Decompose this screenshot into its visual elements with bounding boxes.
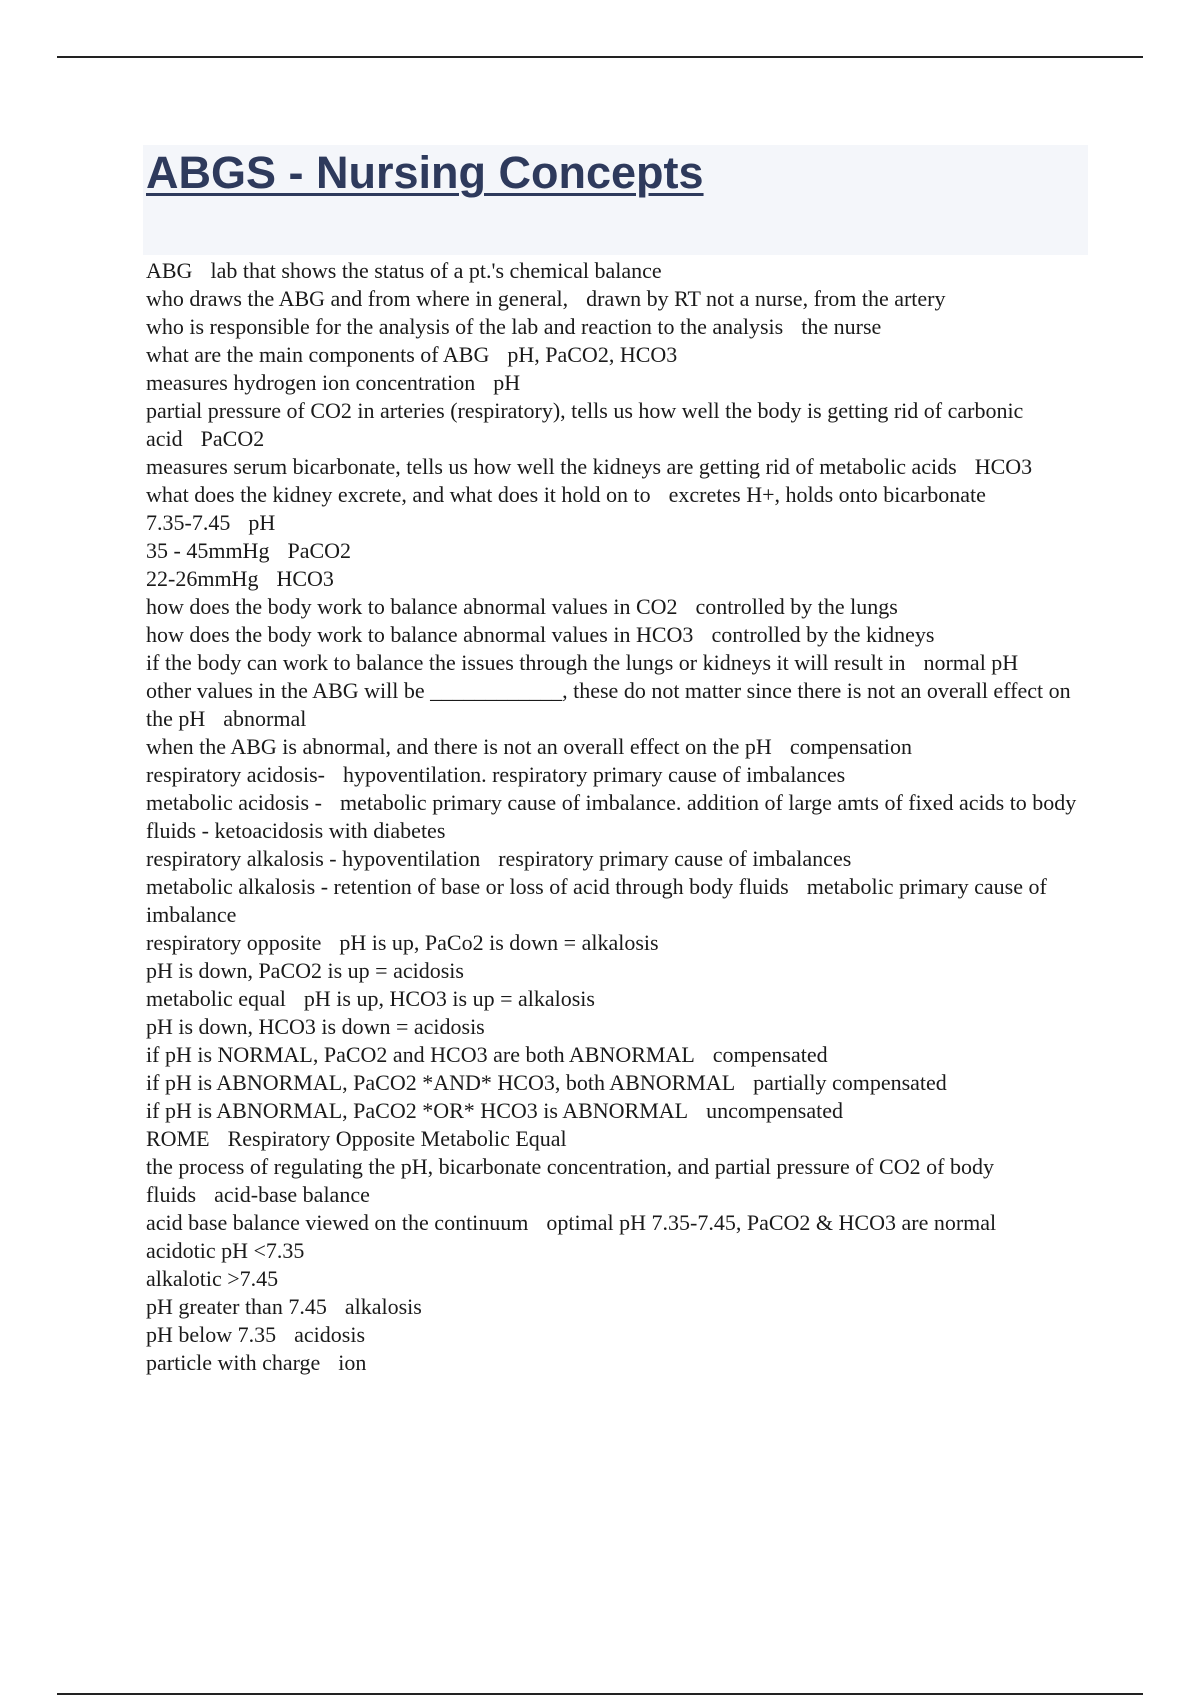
flashcard-28 (146, 1125, 1094, 1153)
card-term: what does the kidney excrete, and what does it hold on to (146, 482, 651, 507)
card-term: particle with charge (146, 1350, 321, 1375)
flashcard-11 (146, 565, 1094, 593)
flashcard-7 (146, 453, 1094, 481)
card-term: how does the body work to balance abnormal values in CO2 (146, 594, 678, 619)
flashcard-4 (146, 341, 1094, 369)
flashcard-14 (146, 649, 1094, 677)
flashcard-9 (146, 509, 1094, 537)
flashcard-34 (146, 1321, 1094, 1349)
card-definition: ion (338, 1350, 367, 1375)
card-definition: pH is up, PaCo2 is down = alkalosis (339, 930, 659, 955)
card-term: pH greater than 7.45 (146, 1294, 327, 1319)
flashcard-35 (146, 1349, 1094, 1377)
flashcard-29 (146, 1153, 1094, 1209)
bottom-rule (57, 1693, 1143, 1695)
card-definition: pH (493, 370, 521, 395)
card-term: pH is down, PaCO2 is up = acidosis (146, 958, 464, 983)
card-term: metabolic alkalosis - retention of base or loss of acid through body fluids (146, 874, 789, 899)
card-term: alkalotic >7.45 (146, 1266, 279, 1291)
card-definition: HCO3 (974, 454, 1033, 479)
card-term: what are the main components of ABG (146, 342, 490, 367)
card-definition: Respiratory Opposite Metabolic Equal (227, 1126, 567, 1151)
flashcard-25 (146, 1041, 1094, 1069)
card-definition: partially compensated (753, 1070, 947, 1095)
card-term: if pH is ABNORMAL, PaCO2 *OR* HCO3 is ABNORMAL (146, 1098, 689, 1123)
card-definition: respiratory primary cause of imbalances (498, 846, 852, 871)
flashcard-23 (146, 985, 1094, 1013)
card-term: ROME (146, 1126, 210, 1151)
document-title: ABGS - Nursing Concepts (146, 147, 704, 198)
card-term: if pH is NORMAL, PaCO2 and HCO3 are both ABNORMAL (146, 1042, 695, 1067)
flashcard-list (146, 257, 1094, 1377)
flashcard-19 (146, 845, 1094, 873)
card-term: how does the body work to balance abnormal values in HCO3 (146, 622, 694, 647)
flashcard-5 (146, 369, 1094, 397)
card-definition: controlled by the lungs (695, 594, 898, 619)
card-definition: hypoventilation. respiratory primary cause of imbalances (343, 762, 846, 787)
card-term: who draws the ABG and from where in general, (146, 286, 569, 311)
card-term: measures hydrogen ion concentration (146, 370, 476, 395)
card-term: who is responsible for the analysis of the lab and reaction to the analysis (146, 314, 784, 339)
card-term: 7.35-7.45 (146, 510, 231, 535)
card-definition: lab that shows the status of a pt.'s chemical balance (210, 258, 662, 283)
card-term: pH is down, HCO3 is down = acidosis (146, 1014, 485, 1039)
card-definition: pH (248, 510, 276, 535)
card-definition: acid-base balance (214, 1182, 370, 1207)
card-definition: acidosis (294, 1322, 366, 1347)
flashcard-12 (146, 593, 1094, 621)
card-definition: uncompensated (706, 1098, 843, 1123)
top-rule (57, 56, 1143, 58)
flashcard-27 (146, 1097, 1094, 1125)
card-term: partial pressure of CO2 in arteries (respiratory), tells us how well the body is getting rid of carbonic acid (146, 398, 1024, 451)
card-term: acid base balance viewed on the continuum (146, 1210, 529, 1235)
flashcard-6 (146, 397, 1094, 453)
card-term: other values in the ABG will be ____________, these do not matter since there is not an overall effect on the pH (146, 678, 1071, 731)
card-term: acidotic pH <7.35 (146, 1238, 305, 1263)
card-definition: excretes H+, holds onto bicarbonate (668, 482, 986, 507)
card-definition: normal pH (923, 650, 1019, 675)
flashcard-3 (146, 313, 1094, 341)
flashcard-10 (146, 537, 1094, 565)
flashcard-1 (146, 257, 1094, 285)
flashcard-17 (146, 761, 1094, 789)
card-definition: compensation (789, 734, 913, 759)
flashcard-21 (146, 929, 1094, 957)
card-term: pH below 7.35 (146, 1322, 277, 1347)
card-term: if pH is ABNORMAL, PaCO2 *AND* HCO3, both ABNORMAL (146, 1070, 736, 1095)
card-definition: metabolic primary cause of imbalance. addition of large amts of fixed acids to body fluids - ketoacidosis with diabetes (146, 790, 1077, 843)
card-definition: PaCO2 (200, 426, 265, 451)
card-definition: abnormal (223, 706, 307, 731)
card-definition: the nurse (801, 314, 882, 339)
card-definition: PaCO2 (287, 538, 352, 563)
flashcard-24 (146, 1013, 1094, 1041)
flashcard-30 (146, 1209, 1094, 1237)
flashcard-2 (146, 285, 1094, 313)
flashcard-16 (146, 733, 1094, 761)
flashcard-18 (146, 789, 1094, 845)
card-term: respiratory acidosis- (146, 762, 325, 787)
card-term: 35 - 45mmHg (146, 538, 270, 563)
card-definition: drawn by RT not a nurse, from the artery (586, 286, 946, 311)
card-definition: alkalosis (344, 1294, 422, 1319)
flashcard-33 (146, 1293, 1094, 1321)
card-definition: HCO3 (276, 566, 334, 591)
flashcard-22 (146, 957, 1094, 985)
card-definition: metabolic primary cause of imbalance (146, 874, 1047, 927)
flashcard-13 (146, 621, 1094, 649)
card-definition: optimal pH 7.35-7.45, PaCO2 & HCO3 are normal (546, 1210, 997, 1235)
card-term: respiratory opposite (146, 930, 322, 955)
flashcard-31 (146, 1237, 1094, 1265)
card-term: measures serum bicarbonate, tells us how well the kidneys are getting rid of metabolic acids (146, 454, 957, 479)
card-definition: pH is up, HCO3 is up = alkalosis (303, 986, 595, 1011)
flashcard-8 (146, 481, 1094, 509)
card-definition: controlled by the kidneys (711, 622, 935, 647)
flashcard-26 (146, 1069, 1094, 1097)
card-definition: pH, PaCO2, HCO3 (507, 342, 678, 367)
card-term: metabolic acidosis - (146, 790, 322, 815)
flashcard-20 (146, 873, 1094, 929)
flashcard-15 (146, 677, 1094, 733)
card-term: if the body can work to balance the issues through the lungs or kidneys it will result in (146, 650, 906, 675)
card-term: respiratory alkalosis - hypoventilation (146, 846, 481, 871)
card-term: when the ABG is abnormal, and there is not an overall effect on the pH (146, 734, 772, 759)
card-term: metabolic equal (146, 986, 286, 1011)
card-term: the process of regulating the pH, bicarbonate concentration, and partial pressure of CO2 of body fluids (146, 1154, 994, 1207)
card-term: 22-26mmHg (146, 566, 259, 591)
card-definition: compensated (712, 1042, 828, 1067)
flashcard-32 (146, 1265, 1094, 1293)
card-term: ABG (146, 258, 193, 283)
